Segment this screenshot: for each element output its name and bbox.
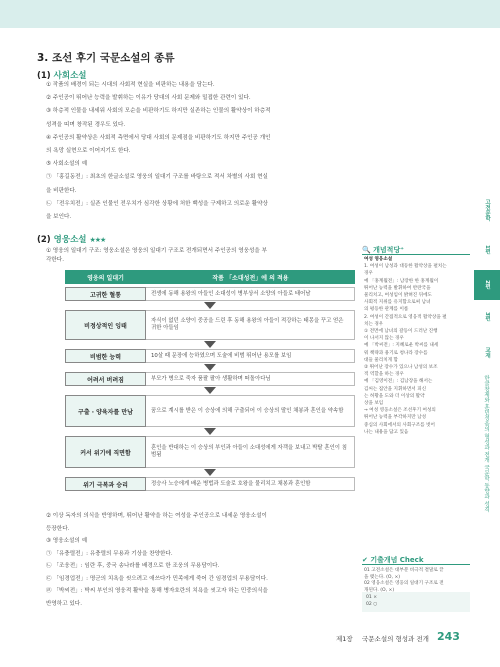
- tip-line: 나는 내용을 담고 있음: [364, 429, 409, 435]
- body-line: ③ 하층적 인물을 내세워 사회의 모순을 비판하기도 하지만 실존하는 인물의 활약상이 하층적: [46, 108, 271, 115]
- flow-description: 혼인을 반대하는 이 승상의 부인과 아들이 소대성에게 자객을 보내고 박탈 혼인이 침범됨: [146, 436, 355, 468]
- body-line: 반영하고 있다.: [46, 600, 82, 607]
- body-line: ① 영웅의 일대기 구조: 영웅소설은 영웅의 일대기 구조로 전개되면서 주인공의 영웅성을 부: [46, 248, 267, 254]
- section-tab[interactable]: 2편: [474, 270, 500, 300]
- section-tab[interactable]: 교재: [474, 336, 500, 368]
- subsection-1-heading: [37, 69, 87, 81]
- check-rule: [362, 564, 470, 565]
- body-line: ⑤ 사회소설의 예: [46, 161, 87, 168]
- answer-box: [362, 592, 470, 612]
- body-line: ㉠ 「유충렬전」: 유충렬의 무용과 기상을 찬양한다.: [46, 550, 173, 557]
- tip-box: [362, 257, 470, 539]
- tip-line: 적 역할을 하는 경우: [364, 372, 404, 378]
- subsection-2-heading: [37, 233, 105, 245]
- flow-stage: 비범한 능력: [65, 349, 146, 363]
- body-line: ㉣ 「박씨전」: 박씨 부인의 영웅적 활약을 통해 병자호란의 치욕을 씻고자 하는 민중의식을: [46, 588, 268, 594]
- down-arrow-icon: [202, 387, 218, 394]
- flow-stage: 구출 · 양육자를 만남: [65, 395, 146, 427]
- flow-description: 꿈으로 계시를 받은 이 승상에 의해 구출되어 이 승상의 딸인 채봉과 혼인을 약속함: [146, 395, 355, 427]
- check-question: 01 고전소설은 대부분 비극적 결말로 끝: [364, 568, 444, 573]
- section-tab[interactable]: 1편: [474, 235, 500, 265]
- body-line: 의 욕망 실현으로 이어지기도 한다.: [46, 148, 131, 154]
- header-band: [0, 0, 500, 28]
- flow-stage: 위기 극복과 승리: [65, 477, 146, 491]
- tip-line: 뛰어난 능력을 발휘하여 반란국을: [364, 285, 431, 291]
- body-line: ③ 영웅소설의 예: [46, 538, 87, 544]
- footer-title: 국문소설의 형성과 전개: [362, 635, 429, 643]
- check-icon: ✔: [362, 556, 368, 564]
- flow-description: 정승사 노승에게 배운 병법과 도술로 호왕을 물리치고 채봉과 혼인함: [146, 477, 355, 491]
- down-arrow-icon: [202, 364, 218, 371]
- tip-line: ① 전면에 남녀의 갈등이 드러난 진행: [364, 329, 438, 334]
- tip-title: 🔍 개념적당⁺: [362, 246, 404, 254]
- flow-stage: 비정상적인 잉태: [65, 310, 146, 340]
- tip-line: 2. 여성이 간접적으로 영웅적 활약상을 펼: [364, 314, 447, 320]
- magnifier-icon: 🔍: [362, 246, 371, 254]
- tip-line: 는 허황을 도와 더 이상의 활약: [364, 393, 425, 399]
- check-question: 02 영웅소설은 영웅의 일대기 구조로 전: [364, 581, 444, 586]
- subsection-2-title: 영웅소설: [53, 235, 87, 245]
- tip-line: 상을 보임: [364, 401, 384, 406]
- subsection-1-number: (1): [37, 71, 51, 81]
- body-line: ④ 주인공의 활약상은 사회적 측면에서 당대 사회의 문제점을 비판하기도 하지만 주인공 개인: [46, 134, 271, 141]
- tip-line: 김씨는 집안을 지휘하면서 피신: [364, 386, 427, 392]
- tip-line: 치는 경우: [364, 321, 384, 327]
- check-answer: 01 ×: [366, 595, 378, 600]
- tip-line: 이 나서지 않는 경우: [364, 336, 404, 342]
- flow-stage: 고귀한 혈통: [65, 287, 146, 301]
- subsection-2-number: (2): [37, 235, 51, 245]
- check-question: 개된다. (O, ×): [364, 587, 395, 593]
- vertical-chapter-text: 한글창제와 훈민정음의 형성과 전개 국문학 동향과 성격: [483, 375, 489, 512]
- check-answer: 02 ○: [366, 602, 378, 607]
- body-line: 성격을 띠며 창작된 경우도 있다.: [46, 121, 126, 128]
- tip-line: 1. 여성이 남성과 대등한 활약상을 펼치는: [364, 264, 447, 270]
- check-question: 을 맺는다. (O, ×): [364, 574, 401, 580]
- tip-line: 여성 영웅소설: [364, 257, 393, 262]
- flow-description: 10살 때 문장에 능하였으며 도술에 비범 뛰어난 용모를 보임: [146, 349, 355, 363]
- flow-stage: 어려서 버려짐: [65, 372, 146, 386]
- tip-line: 경우: [364, 271, 373, 277]
- flow-header-right: 작품 「소대성전」에 의 적용: [146, 270, 355, 284]
- body-line: ㉠ 「홍길동전」: 최초의 한글소설로 영웅의 일대기 구조를 바탕으로 적서 차별의 사회 현실: [46, 174, 268, 181]
- tip-line: 예 「홍계월전」: 남장한 한 홍계월이: [364, 278, 439, 284]
- tip-line: 사회적 지위를 유지함으로써 남녀: [364, 300, 431, 306]
- flow-description: 전생에 동해 용왕의 아들인 소대성이 병부상서 소양의 아들로 태어남: [146, 287, 355, 301]
- tip-line: → 여성 영웅소설은 조선후기 여성의: [364, 408, 436, 414]
- body-line: ㉡ 「전우치전」: 실존 인물인 전우치가 심각한 상황에 처한 백성을 구제하고 의로운 활약상: [46, 200, 268, 207]
- tip-line: 중심의 사회에서의 사회구조를 벗어: [364, 422, 435, 428]
- importance-stars: ★★★: [89, 236, 106, 244]
- right-tab-bar: [474, 190, 500, 630]
- tip-line: 워 책략과 용기로 청나라 장수를: [364, 350, 428, 356]
- tip-line: ② 뛰어난 장수가 있으나 남성의 보조: [364, 365, 438, 370]
- tip-rule: [362, 254, 470, 255]
- body-line: ㉡ 「조웅전」: 임란 후, 중국 송나라를 배경으로 한 조웅의 무용담이다.: [46, 563, 220, 569]
- body-line: 등장한다.: [46, 525, 70, 532]
- flow-header-left: 영웅의 일대기: [65, 270, 146, 284]
- tip-line: 예 「박씨전」: 지혜로운 박씨를 내세: [364, 343, 439, 349]
- flow-stage: 커서 위기에 직면함: [65, 436, 146, 468]
- tip-line: 예 「김영이전」: 김남장을 해서는: [364, 379, 433, 385]
- down-arrow-icon: [202, 341, 218, 348]
- down-arrow-icon: [202, 428, 218, 435]
- down-arrow-icon: [202, 302, 218, 309]
- page-number: 243: [437, 630, 460, 643]
- body-line: 을 비판한다.: [46, 187, 77, 194]
- check-title: ✔ 기출개념 Check: [362, 556, 424, 564]
- hero-life-flowchart: [65, 270, 355, 505]
- body-line: ② 이상 독자의 의식을 반영하며, 뛰어난 활약을 하는 여성을 주인공으로 내세운 영웅소설이: [46, 513, 267, 519]
- subsection-1-title: 사회소설: [53, 71, 87, 81]
- down-arrow-icon: [202, 469, 218, 476]
- body-line: 각한다.: [46, 257, 64, 263]
- flow-description: 자식이 없던 소양이 중공을 드린 후 동해 용왕의 아들이 적강하는 태몽을 꾸고 얻은 귀한 아들임: [146, 310, 355, 340]
- tip-line: 물리치고, 여성임이 밝혀진 뒤에도: [364, 293, 432, 298]
- footer-chapter: 제1장: [336, 635, 353, 643]
- body-line: ② 주인공이 뛰어난 능력을 발휘하는 이유가 당대의 사회 문제와 밀접한 관련이 있다.: [46, 95, 251, 102]
- section-tab[interactable]: 3편: [474, 302, 500, 332]
- section-tab[interactable]: 고전문학: [474, 190, 500, 230]
- tip-line: 대들 물리치게 함: [364, 357, 398, 363]
- section-title: 3. 조선 후기 국문소설의 종류: [37, 52, 175, 64]
- body-line: ① 작품의 배경이 되는 시대의 사회적 현실을 비판하는 내용을 담는다.: [46, 82, 215, 88]
- tip-line: 뛰어난 능력을 부각하지만 남성: [364, 415, 427, 421]
- flow-description: 부모가 병으로 죽자 품팔 팔아 생활하며 떠돌아다님: [146, 372, 355, 386]
- tip-line: 의 평등한 관계를 이룸: [364, 307, 409, 313]
- body-line: ㉢ 「임경업전」: 명군의 치욕을 씻으려고 애쓰다가 민족에게 죽어 간 임경업의 무용담이다.: [46, 575, 268, 582]
- body-line: 을 보인다.: [46, 214, 72, 220]
